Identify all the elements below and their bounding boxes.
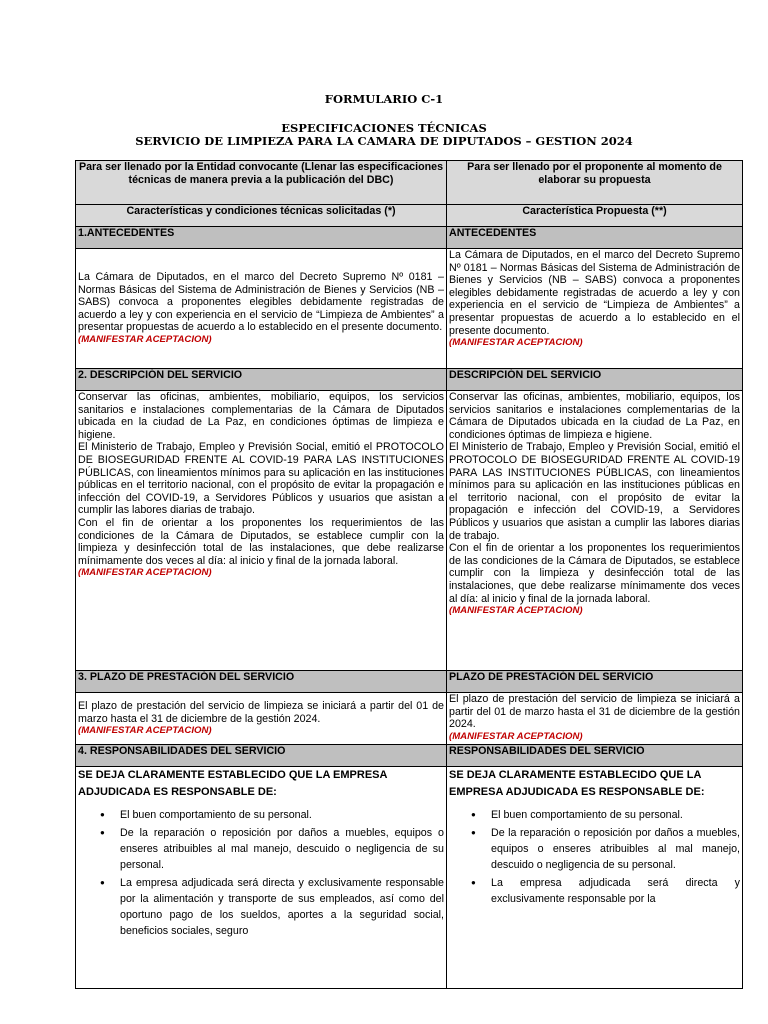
section-title-row	[76, 745, 743, 767]
responsibilities-list	[78, 807, 444, 939]
section-text: El plazo de prestación del servicio de limpieza se iniciará a partir del 01 de marzo hasta el 31 de diciembre de la gestión 2024.	[449, 693, 740, 731]
section-title: RESPONSABILIDADES DEL SERVICIO	[447, 745, 743, 767]
section-title: DESCRIPCIÓN DEL SERVICIO	[447, 369, 743, 391]
section-title: 2. DESCRIPCIÓN DEL SERVICIO	[76, 369, 447, 391]
section-text: El Ministerio de Trabajo, Empleo y Previsión Social, emitió el PROTOCOLO DE BIOSEGURIDAD FRENTE AL COVID-19 PARA LAS INSTITUCIONES PÚBLICAS, con lineamientos mínimos para su aplicación en las instituciones públicas en el territorio nacional, con el propósito de evitar la propagación e infección del COVID-19, a Servidores Públicos y usuarios que asistan a cumplir las labores diarias de trabajo.	[78, 441, 444, 517]
responsibilities-intro: SE DEJA CLARAMENTE ESTABLECIDO QUE LA EMPRESA ADJUDICADA ES RESPONSABLE DE:	[78, 769, 388, 798]
col1-header: Para ser llenado por la Entidad convocante (Llenar las especificaciones técnicas de manera previa a la publicación del DBC)	[76, 161, 447, 205]
list-item: ● De la reparación o reposición por daños a muebles, equipos o enseres atribuibles al mal manejo, descuido o negligencia de su personal.	[120, 825, 444, 873]
section-title-row	[76, 671, 743, 693]
section-body-row	[76, 249, 743, 369]
responsibilities-intro: SE DEJA CLARAMENTE ESTABLECIDO QUE LA EMPRESA ADJUDICADA ES RESPONSABLE DE:	[449, 769, 705, 798]
service-title: SERVICIO DE LIMPIEZA PARA LA CAMARA DE DIPUTADOS – GESTION 2024	[135, 134, 633, 148]
section-body-row	[76, 693, 743, 745]
table-subheader-row	[76, 205, 743, 227]
section-text: El plazo de prestación del servicio de limpieza se iniciará a partir del 01 de marzo hasta el 31 de diciembre de la gestión 2024.	[78, 699, 444, 725]
section-text: Conservar las oficinas, ambientes, mobiliario, equipos, los servicios sanitarios e instalaciones complementarias de la Cámara de Diputados ubicada en la ciudad de La Paz, en condiciones óptimas de limpieza e higiene.	[78, 391, 444, 441]
col2-header: Para ser llenado por el proponente al momento de elaborar su propuesta	[447, 161, 743, 205]
section-body-right	[447, 767, 743, 989]
section-title: PLAZO DE PRESTACIÓN DEL SERVICIO	[447, 671, 743, 693]
section-text: La Cámara de Diputados, en el marco del Decreto Supremo Nº 0181 – Normas Básicas del Sistema de Administración de Bienes y Servicios (NB – SABS) convoca a proponentes elegibles debidamente registradas de acuerdo a ley y con experiencia en el servicio de “Limpieza de Ambientes” a presentar propuestas de acuerdo a lo establecido en el presente documento.	[449, 249, 740, 337]
section-title: 1.ANTECEDENTES	[76, 227, 447, 249]
section-body-right	[447, 391, 743, 671]
col2-subheader: Característica Propuesta (**)	[447, 205, 743, 227]
section-title-row	[76, 227, 743, 249]
accept-label: (MANIFESTAR ACEPTACION)	[449, 605, 583, 617]
section-body-left	[76, 249, 447, 369]
section-body-left	[76, 693, 447, 745]
section-title: ANTECEDENTES	[447, 227, 743, 249]
accept-label: (MANIFESTAR ACEPTACION)	[78, 567, 212, 579]
section-body-row	[76, 767, 743, 989]
list-item: ● El buen comportamiento de su personal.	[120, 807, 444, 823]
list-item: ● El buen comportamiento de su personal.	[491, 807, 740, 823]
section-body-row	[76, 391, 743, 671]
section-text: El Ministerio de Trabajo, Empleo y Previsión Social, emitió el PROTOCOLO DE BIOSEGURIDAD FRENTE AL COVID-19 PARA LAS INSTITUCIONES PÚBLICAS, con lineamientos mínimos para su aplicación en las instituciones públicas en el territorio nacional, con el propósito de evitar la propagación e infección del COVID-19, a Servidores Públicos y usuarios que asistan a cumplir las labores diarias de trabajo.	[449, 441, 740, 542]
section-text: La Cámara de Diputados, en el marco del Decreto Supremo Nº 0181 – Normas Básicas del Sistema de Administración de Bienes y Servicios (NB – SABS) convoca a proponentes elegibles debidamente registradas de acuerdo a ley y con experiencia en el servicio de “Limpieza de Ambientes” a presentar propuestas de acuerdo a lo establecido en el presente documento.	[78, 271, 444, 334]
list-item: ● La empresa adjudicada será directa y exclusivamente responsable por la alimentación y transporte de sus empleados, así como del oportuno pago de los sueldos, aportes a la seguridad social, beneficios sociales, seguro	[120, 875, 444, 939]
form-title: FORMULARIO C-1	[324, 92, 444, 106]
section-title: 4. RESPONSABILIDADES DEL SERVICIO	[76, 745, 447, 767]
table-header-row	[76, 161, 743, 205]
section-body-right	[447, 249, 743, 369]
spec-table	[75, 160, 743, 989]
responsibilities-list	[449, 807, 740, 907]
list-item: ● De la reparación o reposición por daños a muebles, equipos o enseres atribuibles al mal manejo, descuido o negligencia de su personal.	[491, 825, 740, 873]
accept-label: (MANIFESTAR ACEPTACION)	[449, 337, 583, 349]
section-text: Con el fin de orientar a los proponentes los requerimientos de las condiciones de la Cámara de Diputados, se establece cumplir con la limpieza y desinfección total de las instalaciones, que debe realizarse mínimamente dos veces al día: al inicio y final de la jornada laboral.	[78, 516, 444, 567]
accept-label: (MANIFESTAR ACEPTACION)	[449, 730, 583, 742]
col1-subheader: Características y condiciones técnicas solicitadas (*)	[76, 205, 447, 227]
section-text: Con el fin de orientar a los proponentes los requerimientos de las condiciones de la Cámara de Diputados, se establece cumplir con la limpieza y desinfección total de las instalaciones, que debe realizarse mínimamente dos veces al día: al inicio y final de la jornada laboral.	[449, 542, 740, 605]
section-title-row	[76, 369, 743, 391]
accept-label: (MANIFESTAR ACEPTACION)	[78, 333, 212, 345]
section-body-left	[76, 767, 447, 989]
accept-label: (MANIFESTAR ACEPTACION)	[78, 725, 212, 737]
spec-title: ESPECIFICACIONES TÉCNICAS	[281, 121, 487, 135]
section-body-left	[76, 391, 447, 671]
list-item: ● La empresa adjudicada será directa y exclusivamente responsable por la	[491, 875, 740, 907]
section-body-right	[447, 693, 743, 745]
section-text: Conservar las oficinas, ambientes, mobiliario, equipos, los servicios sanitarios e instalaciones complementarias de la Cámara de Diputados ubicada en la ciudad de La Paz, en condiciones óptimas de limpieza e higiene.	[449, 391, 740, 441]
section-title: 3. PLAZO DE PRESTACIÓN DEL SERVICIO	[76, 671, 447, 693]
